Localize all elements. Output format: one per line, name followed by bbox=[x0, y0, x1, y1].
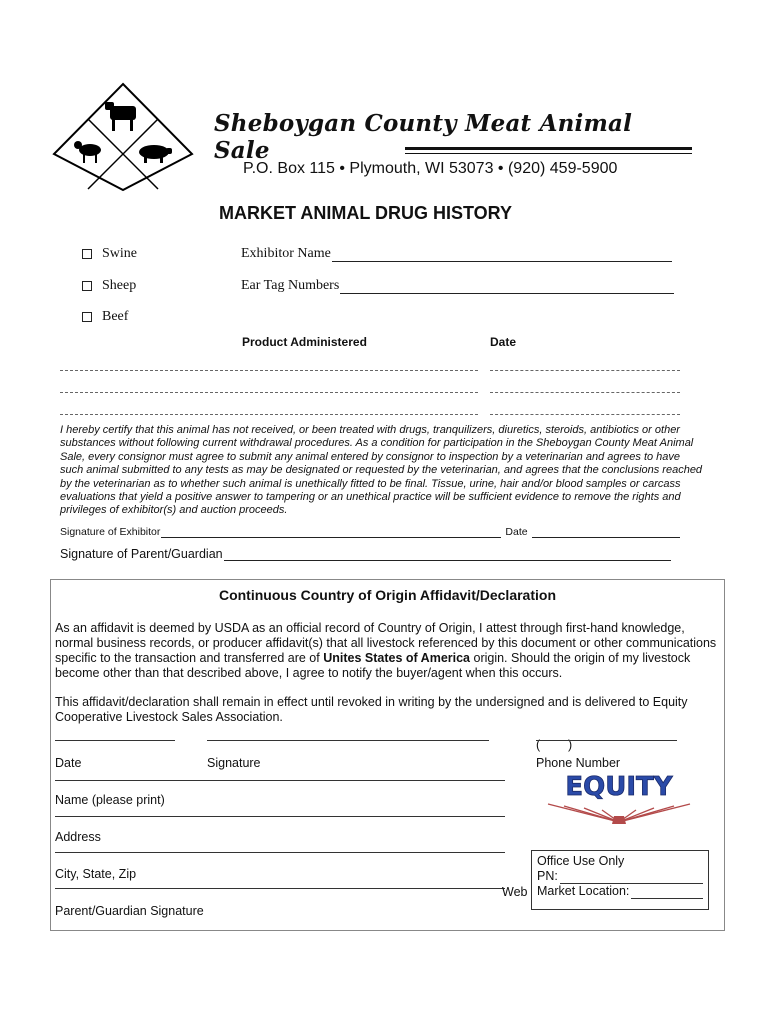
signature-date-label: Date bbox=[505, 526, 528, 538]
phone-area-code: ( ) bbox=[536, 738, 573, 752]
checkbox-swine[interactable] bbox=[82, 246, 137, 262]
office-use-title: Office Use Only bbox=[537, 854, 625, 868]
parent-guardian-signature-label: Parent/Guardian Signature bbox=[55, 904, 204, 918]
ear-tag-field[interactable] bbox=[241, 278, 674, 294]
title-divider-thin bbox=[405, 153, 692, 154]
pn-label: PN: bbox=[537, 869, 558, 883]
certification-text: I hereby certify that this animal has not received, or been treated with drugs, tranquilizers, diuretics, steroids, antibiotics or other substances without following current withdrawal procedures. As a condition for participation in the Sheboygan County Meat Animal Sale, every consignor must agree to submit any animal entered by consignor to inspection by a veterinarian and agrees to have such animal submitted to any tests as may be designated or requested by the veterinarian, and agrees that the conclusions reached by the veterinarian as to whether such animal is unethically fitted to be final. Tissue, urine, hair and/or blood samples or carcass evaluations that yield a positive answer to tampering or an unethical practice will be sufficient evidence to remove the rights and privileges of exhibitor(s) and auction proceeds. bbox=[60, 424, 703, 517]
address-label: Address bbox=[55, 830, 101, 844]
exhibitor-signature-input[interactable] bbox=[161, 528, 501, 538]
affidavit-signature-input[interactable] bbox=[207, 740, 489, 741]
market-location-input[interactable] bbox=[631, 888, 703, 899]
equity-logo-text: EQUITY bbox=[565, 772, 673, 802]
pn-field[interactable] bbox=[537, 869, 703, 884]
parent-signature-input[interactable] bbox=[224, 549, 671, 561]
checkbox-label: Swine bbox=[102, 246, 137, 261]
date-input-1[interactable] bbox=[490, 370, 680, 371]
city-state-zip-input[interactable] bbox=[55, 852, 505, 853]
checkbox-sheep[interactable] bbox=[82, 278, 136, 294]
exhibitor-name-field[interactable] bbox=[241, 246, 672, 262]
checkbox-beef[interactable] bbox=[82, 309, 128, 325]
affidavit-date-label: Date bbox=[55, 756, 82, 770]
equity-logo-icon bbox=[544, 770, 694, 826]
affidavit-text: As an affidavit is deemed by USDA as an official record of Country of Origin, I attest through first-hand knowledge, normal business records, or producer affidavit(s) that all livestock referenced by this document or other communications specific to the transaction and transferred are of bbox=[55, 621, 717, 665]
phone-number-input[interactable] bbox=[536, 740, 677, 741]
product-input-1[interactable] bbox=[60, 370, 478, 371]
date-input-2[interactable] bbox=[490, 392, 680, 393]
web-label: Web bbox=[502, 885, 528, 899]
checkbox-label: Sheep bbox=[102, 278, 137, 293]
livestock-logo-icon bbox=[52, 82, 194, 192]
phone-number-label: Phone Number bbox=[536, 756, 621, 770]
date-column-header: Date bbox=[490, 335, 517, 349]
pn-input[interactable] bbox=[560, 873, 703, 884]
signature-date-input[interactable] bbox=[532, 528, 680, 538]
affidavit-title: Continuous Country of Origin Affidavit/Declaration bbox=[218, 587, 557, 603]
exhibitor-name-label: Exhibitor Name bbox=[241, 246, 331, 261]
market-location-field[interactable] bbox=[537, 884, 703, 899]
ear-tag-label: Ear Tag Numbers bbox=[241, 278, 340, 293]
parent-signature-label: Signature of Parent/Guardian bbox=[60, 547, 223, 561]
checkbox-icon[interactable] bbox=[82, 312, 92, 322]
organization-title: Sheboygan County Meat Animal Sale bbox=[214, 110, 633, 164]
origin-country: Unites States of America bbox=[323, 651, 471, 665]
affidavit-paragraph-2: This affidavit/declaration shall remain in effect until revoked in writing by the undersigned and is delivered to Equity Cooperative Livestock Sales Association. bbox=[55, 695, 688, 724]
product-input-3[interactable] bbox=[60, 414, 478, 415]
checkbox-label: Beef bbox=[102, 309, 129, 324]
address-input[interactable] bbox=[55, 816, 505, 817]
parent-guardian-signature-input[interactable] bbox=[55, 888, 505, 889]
office-use-box bbox=[531, 850, 709, 910]
checkbox-icon[interactable] bbox=[82, 281, 92, 291]
name-input[interactable] bbox=[55, 780, 505, 781]
ear-tag-input[interactable] bbox=[340, 280, 674, 294]
affidavit-date-input[interactable] bbox=[55, 740, 175, 741]
affidavit-paragraph-1 bbox=[55, 621, 723, 681]
date-input-3[interactable] bbox=[490, 414, 680, 415]
product-column-header: Product Administered bbox=[242, 335, 367, 349]
parent-signature-field[interactable] bbox=[60, 547, 671, 561]
organization-address: P.O. Box 115 • Plymouth, WI 53073 • (920) 459-5900 bbox=[243, 160, 618, 177]
product-input-2[interactable] bbox=[60, 392, 478, 393]
exhibitor-signature-label: Signature of Exhibitor bbox=[60, 526, 161, 538]
name-label: Name (please print) bbox=[55, 793, 165, 807]
affidavit-signature-label: Signature bbox=[207, 756, 261, 770]
affidavit-text: origin. Should the origin of my livestock become other than that described above, I agree to notify the buyer/agent when this occurs. bbox=[55, 651, 691, 680]
city-state-zip-label: City, State, Zip bbox=[55, 867, 137, 881]
checkbox-icon[interactable] bbox=[82, 249, 92, 259]
exhibitor-name-input[interactable] bbox=[332, 248, 672, 262]
exhibitor-signature-field[interactable] bbox=[60, 526, 680, 538]
form-title: MARKET ANIMAL DRUG HISTORY bbox=[219, 203, 513, 223]
title-divider bbox=[405, 147, 692, 150]
market-location-label: Market Location: bbox=[537, 884, 630, 898]
